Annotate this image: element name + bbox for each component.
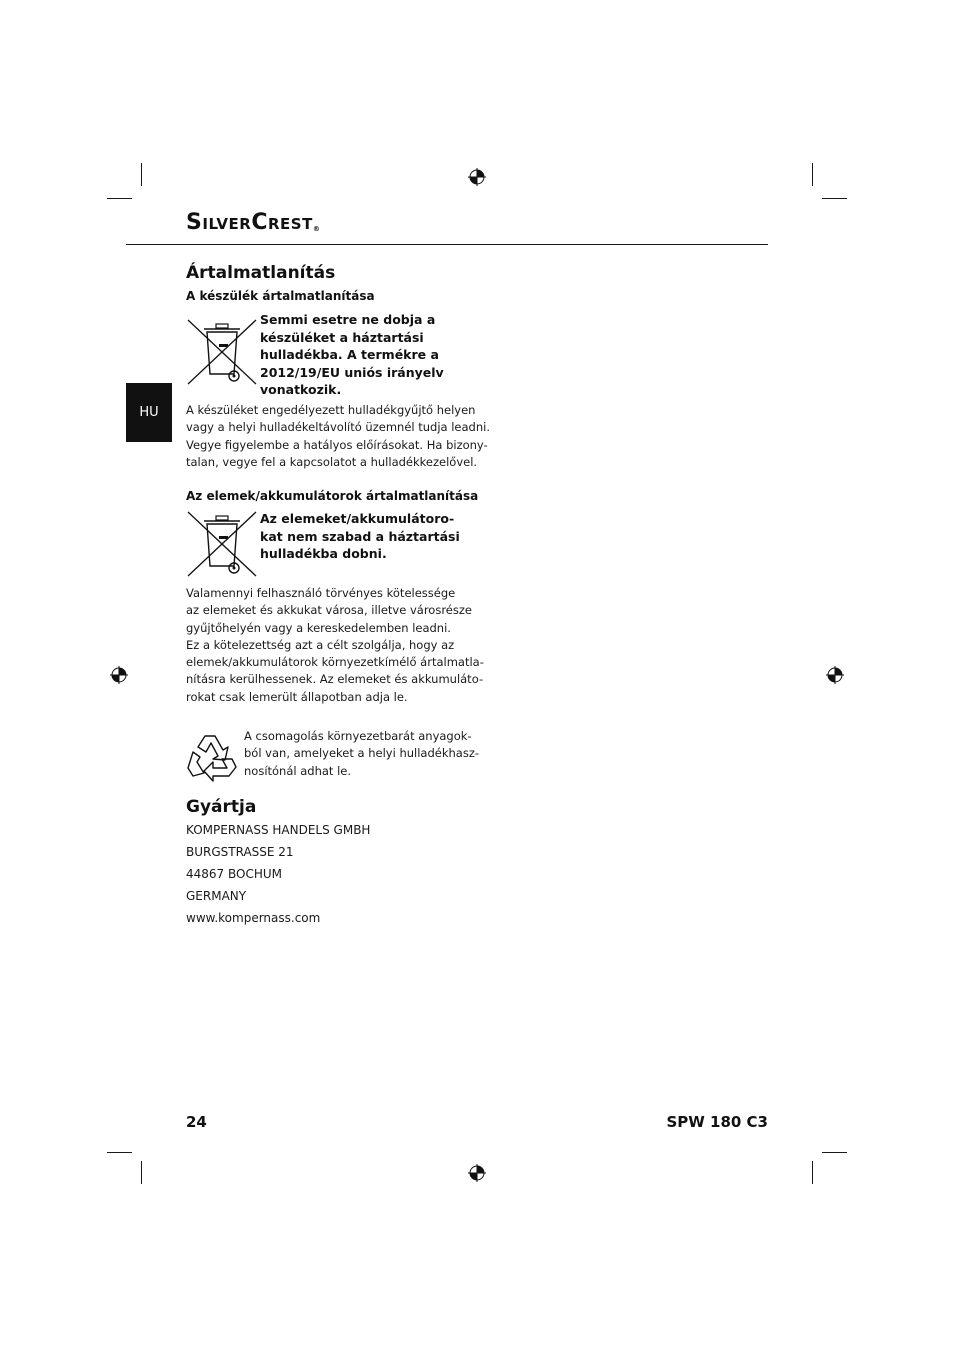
crop-mark bbox=[812, 1161, 813, 1184]
crop-mark bbox=[107, 1152, 132, 1153]
device-disposal-text: A készüléket engedélyezett hulladékgyűjtő helyen vagy a helyi hulladékeltávolító üzemnél tudja leadni. Vegye figyelembe a hatályos előírásokat. Ha bizony- talan, vegye fel a kapcsolatot a hulladékkezelővel. bbox=[186, 403, 490, 469]
registration-mark-icon bbox=[468, 168, 486, 186]
crossed-bin-icon bbox=[186, 510, 258, 578]
header-rule bbox=[126, 244, 768, 245]
crop-mark bbox=[812, 163, 813, 186]
section-title-disposal: Ártalmatlanítás bbox=[186, 263, 336, 283]
crossed-bin-icon bbox=[186, 318, 258, 386]
crop-mark bbox=[822, 1152, 847, 1153]
section-title-manufacturer: Gyártja bbox=[186, 797, 257, 817]
battery-disposal-text: Valamennyi felhasználó törvényes kötelessége az elemeket és akkukat városa, illetve városrésze gyűjtőhelyén vagy a kereskedelemben leadni. Ez a kötelezettség azt a célt szolgálja, hogy az elemek/akkumulátorok környezetkímélő ártalmatla- nításra kerülhessenek. Az elemeket és akkumuláto- rokat csak lemerült állapotban adja le. bbox=[186, 586, 484, 704]
address-line: 44867 BOCHUM bbox=[186, 867, 282, 881]
device-warning: Semmi esetre ne dobja a készüléket a háztartási hulladékba. A termékre a 2012/19/EU uniós irányelv vonatkozik. bbox=[260, 312, 444, 397]
crop-mark bbox=[141, 163, 142, 186]
registration-mark-icon bbox=[468, 1164, 486, 1182]
address-line: KOMPERNASS HANDELS GMBH bbox=[186, 823, 371, 837]
battery-warning: Az elemeket/akkumulátoro- kat nem szabad a háztartási hulladékba dobni. bbox=[260, 511, 460, 561]
registration-mark-icon bbox=[110, 666, 128, 684]
registration-mark-icon bbox=[826, 666, 844, 684]
battery-disposal-subtitle: Az elemek/akkumulátorok ártalmatlanítása bbox=[186, 489, 479, 503]
crop-mark bbox=[141, 1161, 142, 1184]
address-line: BURGSTRASSE 21 bbox=[186, 845, 294, 859]
website-link[interactable]: www.kompernass.com bbox=[186, 911, 321, 925]
recycle-icon bbox=[185, 730, 239, 784]
address-line: GERMANY bbox=[186, 889, 247, 903]
crop-mark bbox=[822, 198, 847, 199]
page-number: 24 bbox=[186, 1113, 207, 1131]
brand-logo: SILVERCREST® bbox=[186, 210, 321, 235]
device-disposal-subtitle: A készülék ártalmatlanítása bbox=[186, 289, 375, 303]
crop-mark bbox=[107, 198, 132, 199]
packaging-text: A csomagolás környezetbarát anyagok- ból van, amelyeket a helyi hulladékhasz- nosítónál adhat le. bbox=[244, 729, 480, 778]
model-number: SPW 180 C3 bbox=[666, 1113, 768, 1131]
language-tab: HU bbox=[126, 383, 172, 442]
